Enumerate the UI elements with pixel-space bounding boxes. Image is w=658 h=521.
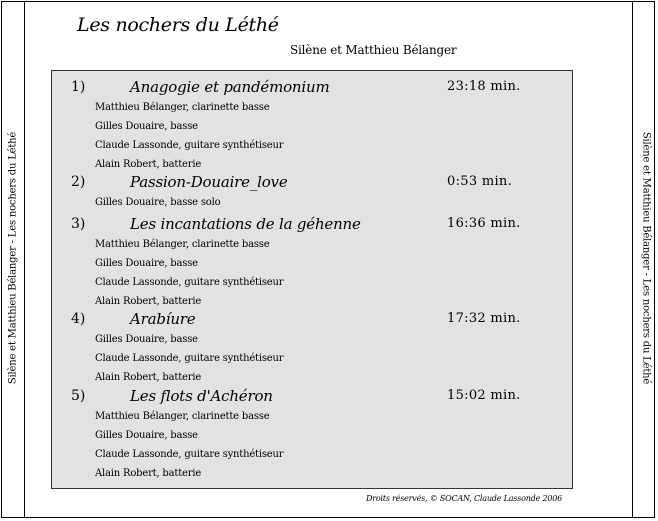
track-musician: Gilles Douaire, basse solo — [95, 197, 221, 208]
spine-left-text: Silène et Matthieu Bélanger - Les nochers du Léthé — [7, 131, 19, 385]
track-musician: Gilles Douaire, basse — [95, 430, 198, 441]
album-title: Les nochers du Léthé — [77, 14, 279, 36]
track-musician: Matthieu Bélanger, clarinette basse — [95, 102, 270, 113]
spine-right-divider — [632, 2, 633, 518]
track-title: Les incantations de la géhenne — [130, 215, 361, 233]
track-duration: 23:18 min. — [447, 79, 521, 94]
track-title: Arabíure — [130, 310, 196, 328]
track-duration: 0:53 min. — [447, 174, 513, 189]
spine-left-divider — [24, 2, 25, 518]
track-number: 2) — [71, 174, 86, 190]
track-title: Passion-Douaire_love — [130, 173, 288, 191]
track-number: 3) — [71, 216, 86, 232]
track-title: Les flots d'Achéron — [130, 387, 273, 405]
track-row — [52, 76, 572, 98]
track-musician: Alain Robert, batterie — [95, 372, 202, 383]
track-musician: Gilles Douaire, basse — [95, 334, 198, 345]
track-musician: Matthieu Bélanger, clarinette basse — [95, 411, 270, 422]
track-duration: 17:32 min. — [447, 311, 521, 326]
track-musician: Gilles Douaire, basse — [95, 258, 198, 269]
track-number: 5) — [71, 388, 86, 404]
track-musician: Matthieu Bélanger, clarinette basse — [95, 239, 270, 250]
track-row — [52, 213, 572, 235]
album-artists: Silène et Matthieu Bélanger — [290, 43, 457, 57]
track-duration: 15:02 min. — [447, 388, 521, 403]
track-number: 4) — [71, 311, 86, 327]
track-row — [52, 308, 572, 330]
track-musician: Alain Robert, batterie — [95, 159, 202, 170]
tracklist-panel — [51, 70, 573, 489]
track-musician: Claude Lassonde, guitare synthétiseur — [95, 140, 284, 151]
track-title: Anagogie et pandémonium — [130, 78, 330, 96]
track-musician: Claude Lassonde, guitare synthétiseur — [95, 353, 284, 364]
track-musician: Alain Robert, batterie — [95, 468, 202, 479]
copyright-credits: Droits réservés, © SOCAN, Claude Lassonde 2006 — [366, 494, 563, 503]
track-duration: 16:36 min. — [447, 216, 521, 231]
track-number: 1) — [71, 79, 86, 95]
track-musician: Alain Robert, batterie — [95, 296, 202, 307]
track-row — [52, 385, 572, 407]
track-row — [52, 171, 572, 193]
track-musician: Gilles Douaire, basse — [95, 121, 198, 132]
track-musician: Claude Lassonde, guitare synthétiseur — [95, 449, 284, 460]
spine-right-text: Silène et Matthieu Bélanger - Les nochers du Léthé — [640, 131, 652, 385]
track-musician: Claude Lassonde, guitare synthétiseur — [95, 277, 284, 288]
